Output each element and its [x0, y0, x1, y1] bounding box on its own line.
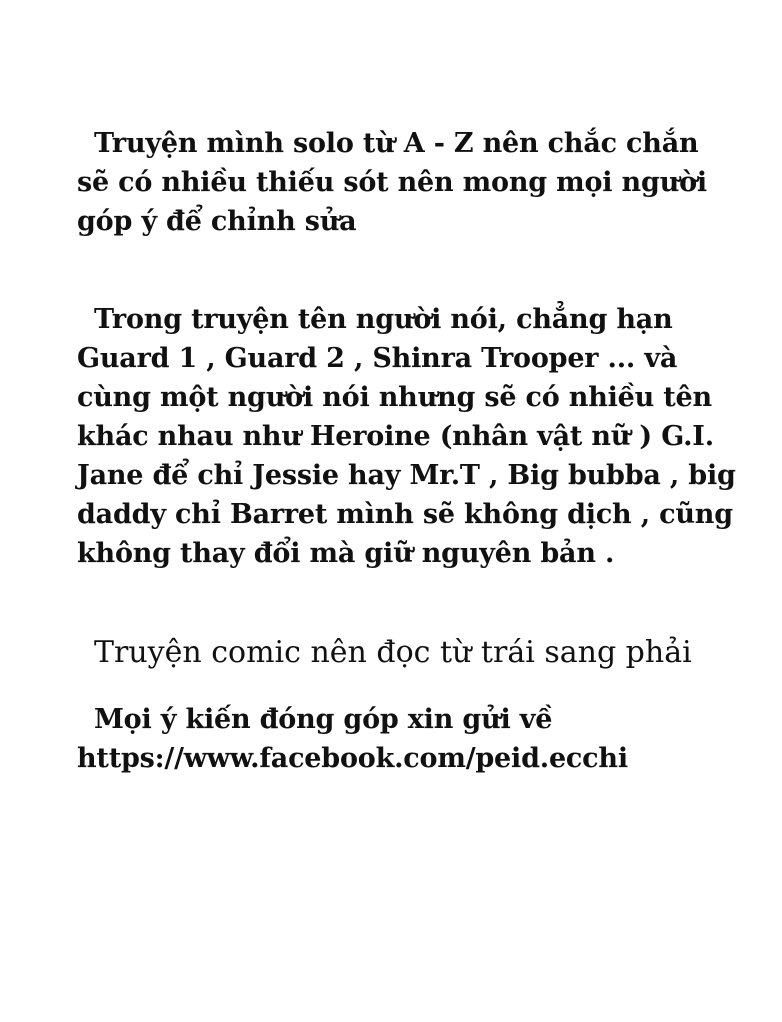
reading-direction-note [77, 631, 767, 675]
intro-line-2: sẽ có nhiều thiếu sót nên mong mọi người [77, 167, 707, 198]
feedback-line: Mọi ý kiến đóng góp xin gửi về [94, 704, 553, 735]
speaker-names-paragraph [77, 300, 767, 573]
names-line-2: Guard 1 , Guard 2 , Shinra Trooper ... và [77, 343, 678, 374]
names-line-1: Trong truyện tên người nói, chẳng hạn [94, 304, 673, 335]
names-line-3: cùng một người nói nhưng sẽ có nhiều tên [77, 382, 712, 413]
facebook-link: https://www.facebook.com/peid.ecchi [77, 743, 628, 774]
names-line-7: không thay đổi mà giữ nguyên bản . [77, 538, 615, 569]
names-line-4: khác nhau như Heroine (nhân vật nữ ) G.I. [77, 421, 714, 452]
intro-line-1: Truyện mình solo từ A - Z nên chắc chắn [94, 128, 699, 159]
intro-paragraph [77, 124, 767, 241]
intro-line-3: góp ý để chỉnh sửa [77, 206, 357, 237]
names-line-6: daddy chỉ Barret mình sẽ không dịch , cũng [77, 499, 733, 530]
feedback-paragraph [77, 700, 767, 778]
names-line-5: Jane để chỉ Jessie hay Mr.T , Big bubba , big [77, 460, 736, 491]
reading-direction-text: Truyện comic nên đọc từ trái sang phải [94, 635, 692, 670]
